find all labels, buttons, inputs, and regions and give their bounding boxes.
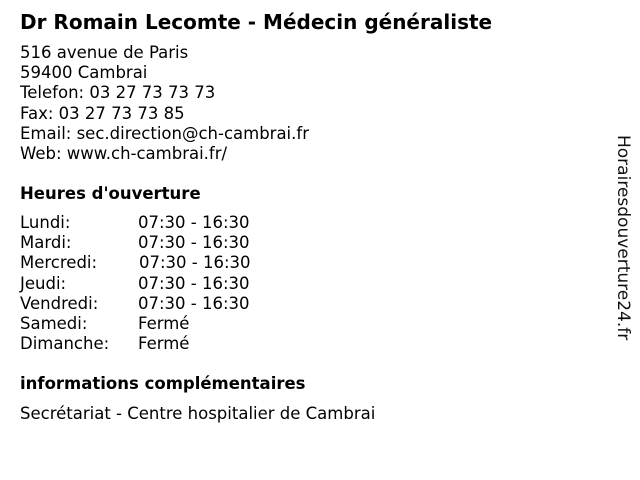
email-address: Email: sec.direction@ch-cambrai.fr — [20, 123, 309, 143]
hours-time: 07:30 - 16:30 — [138, 233, 250, 253]
website: Web: www.ch-cambrai.fr/ — [20, 144, 228, 164]
additional-info-text: Secrétariat - Centre hospitalier de Cambrai — [20, 404, 376, 423]
address-street: 516 avenue de Paris — [20, 43, 189, 62]
site-watermark: Horairesdouverture24.fr — [613, 135, 633, 341]
hours-time: Fermé — [138, 334, 190, 354]
hours-time: 07:30 - 16:30 — [138, 213, 250, 232]
hours-time: 07:30 - 16:30 — [138, 273, 250, 293]
hours-day: Mardi: — [20, 233, 72, 253]
address-block — [20, 43, 309, 164]
hours-day: Lundi: — [20, 213, 71, 232]
page-title: Dr Romain Lecomte - Médecin généraliste — [20, 10, 493, 34]
additional-info-heading: informations complémentaires — [20, 374, 306, 393]
hours-day: Vendredi: — [20, 293, 99, 313]
phone-number: Telefon: 03 27 73 73 73 — [20, 83, 216, 103]
hours-day: Samedi: — [20, 313, 88, 333]
hours-day: Dimanche: — [20, 334, 110, 354]
hours-time: 07:30 - 16:30 — [139, 253, 251, 273]
hours-time: Fermé — [138, 313, 190, 333]
hours-day: Mercredi: — [20, 253, 98, 273]
address-city: 59400 Cambrai — [20, 63, 148, 83]
hours-day: Jeudi: — [20, 273, 67, 293]
opening-hours-heading: Heures d'ouverture — [20, 184, 201, 203]
hours-time: 07:30 - 16:30 — [138, 293, 250, 313]
fax-number: Fax: 03 27 73 73 85 — [20, 103, 185, 123]
